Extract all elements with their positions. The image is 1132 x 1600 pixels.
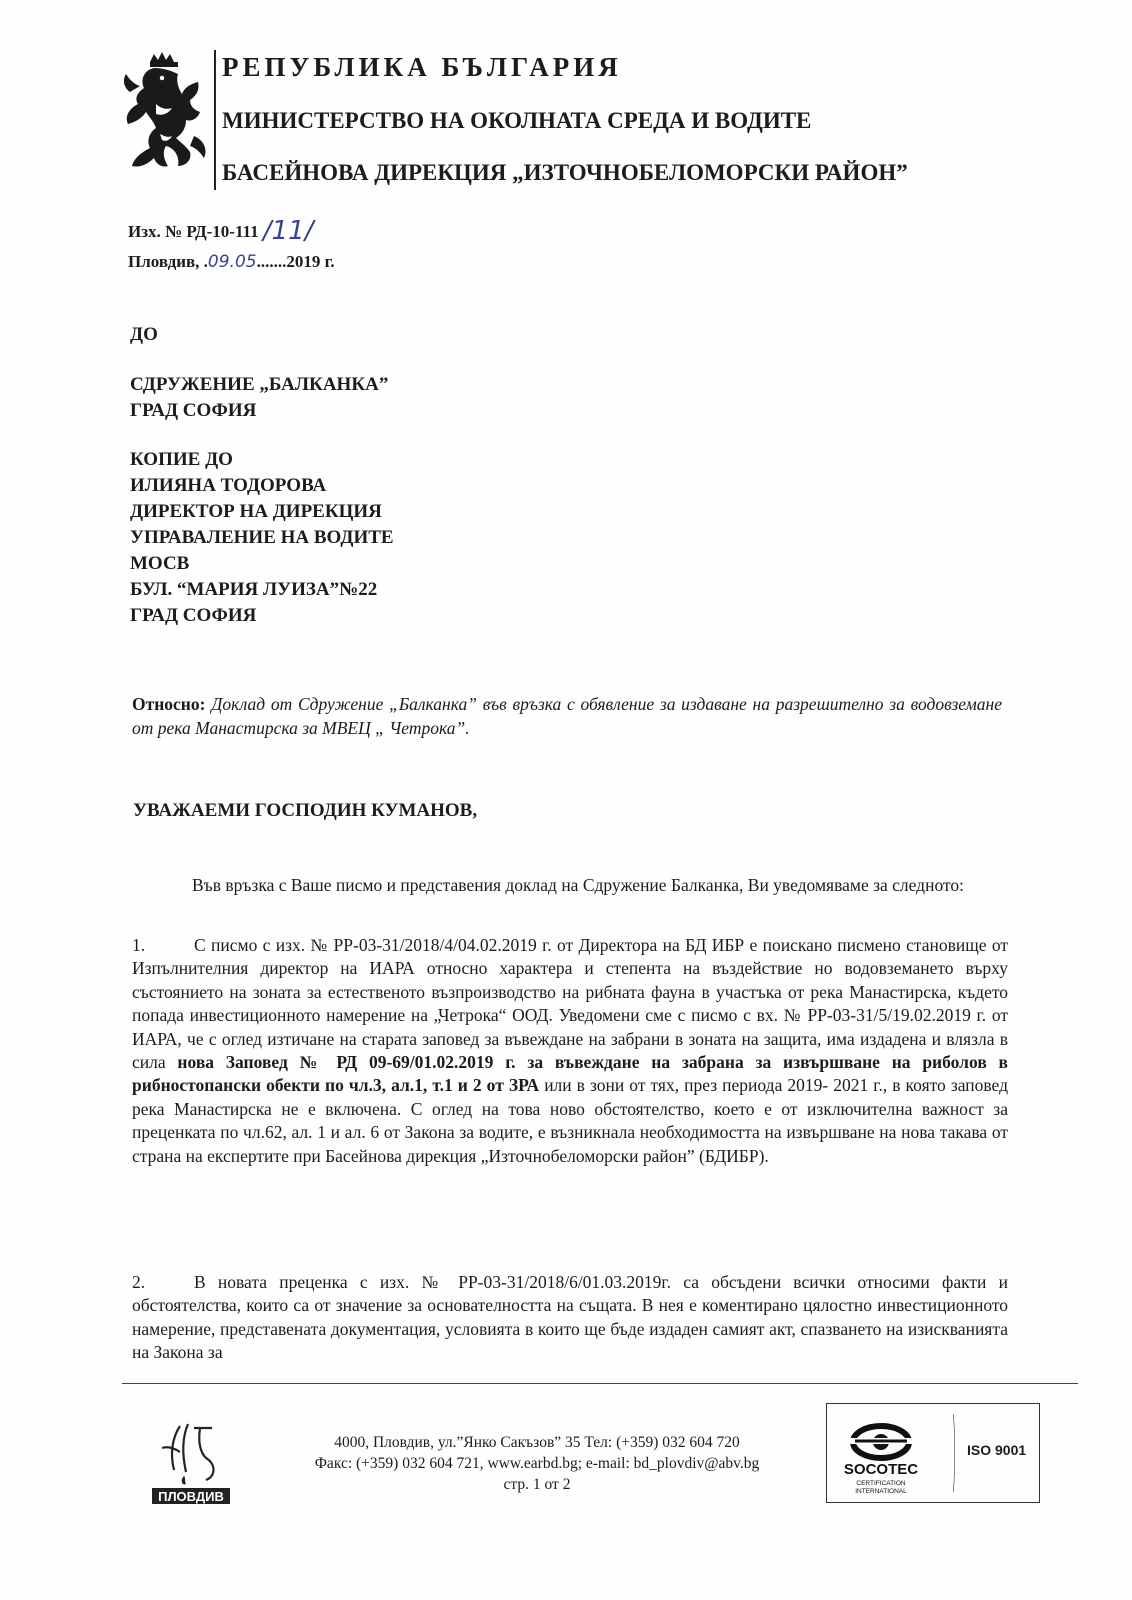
copy-line: УПРАВАЛЕНИЕ НА ВОДИТЕ (130, 527, 394, 548)
recipient-line: ГРАД СОФИЯ (130, 400, 257, 421)
footer-contacts (270, 1432, 804, 1495)
socotec-logo-icon (837, 1414, 947, 1498)
paragraph-text: В новата преценка с изх. № РР-03-31/2018/6/01.03.2019г. са обсъдени всички относими факти и обстоятелства, които са от значение за основателността на същата. В нея е коментирано цялостно инвестиционното намерение, представената документация, условията в които ще бъде издаден самият акт, спазването на изискванията на Закона за (132, 1272, 1008, 1363)
subject-label: Относно: (132, 694, 206, 714)
copy-line: МОСВ (130, 553, 190, 574)
paragraph-text: или в зони от тях, през периода 2019- 2021 г., в която заповед река Манастирска не е включена. С оглед на това ново обстоятелство, което е от изключителна важност за преценката по чл.62, ал. 1 и ал. 6 от Закона за водите, е възникнала необходимостта на извършване на нова такава от страна на експертите при Басейнова дирекция „Източнобеломорски район” (БДИБР). (132, 1075, 1008, 1166)
numbered-paragraph-2 (132, 1271, 1008, 1365)
place-label: Пловдив, . (128, 252, 208, 271)
ministry-title: МИНИСТЕРСТВО НА ОКОЛНАТА СРЕДА И ВОДИТЕ (222, 108, 812, 133)
copy-to-block (130, 447, 394, 629)
cert-divider (953, 1412, 955, 1494)
to-label: ДО (130, 324, 158, 345)
letter-date (128, 252, 335, 272)
recipient-block (130, 372, 388, 424)
copy-line: ГРАД СОФИЯ (130, 605, 257, 626)
date-dots: ....... (256, 252, 287, 271)
subject-text: Доклад от Сдружение „Балканка” във връзка с обявление за издаване на разрешително за водовземане от река Манастирска за МВЕЦ „ Четрока”. (132, 694, 1002, 738)
plovdiv-logo-icon (150, 1418, 232, 1508)
socotec-sub-text: CERTIFICATION (856, 1480, 906, 1487)
paragraph-text: С писмо с изх. № РР-03-31/2018/4/04.02.2019 г. от Директора на БД ИБР е поискано писмено становище от Изпълнителния директор на ИАРА относно характера и степента на въздействие но водовземането върху състоянието на зоната за естественото възпроизводство на рибната фауна в участъка от река Манастирска, където попада инвестиционното намерение на „Четрока“ ООД. Уведомени сме с писмо с вх. № РР-03-31/5/19.02.2019 г. от ИАРА, че с оглед изтичане на старата заповед за въвеждане на забрани в зоната на защита, има издадена и влязла в сила (132, 935, 1008, 1073)
certification-badge (826, 1403, 1040, 1503)
subject-line (132, 692, 1002, 740)
copy-line: ИЛИЯНА ТОДОРОВА (130, 475, 327, 496)
directorate-title: БАСЕЙНОВА ДИРЕКЦИЯ „ИЗТОЧНОБЕЛОМОРСКИ РАЙОН” (222, 160, 908, 185)
plovdiv-logo-text: ПЛОВДИВ (158, 1489, 224, 1504)
socotec-brand-text: SOCOTEC (843, 1461, 919, 1478)
date-year: 2019 г. (286, 252, 335, 271)
copy-line: БУЛ. “МАРИЯ ЛУИЗА”№22 (130, 579, 378, 600)
footer-fax-web-email: Факс: (+359) 032 604 721, www.earbd.bg; e-mail: bd_plovdiv@abv.bg (314, 1455, 760, 1472)
country-title: РЕПУБЛИКА БЪЛГАРИЯ (222, 52, 622, 82)
outgoing-number-label: Изх. № РД-10-111 (128, 222, 259, 241)
paragraph-number: 2. (132, 1272, 146, 1292)
salutation: УВАЖАЕМИ ГОСПОДИН КУМАНОВ, (133, 800, 478, 821)
outgoing-number (128, 214, 313, 244)
copy-line: ДИРЕКТОР НА ДИРЕКЦИЯ (130, 501, 382, 522)
lion-coat-of-arms-icon (120, 52, 208, 176)
footer-address: 4000, Пловдив, ул.”Янко Сакъзов” 35 Тел: (+359) 032 604 720 (334, 1434, 740, 1451)
paragraph-number: 1. (132, 935, 146, 955)
recipient-line: СДРУЖЕНИЕ „БАЛКАНКА” (130, 374, 389, 395)
page-number: стр. 1 от 2 (503, 1476, 571, 1493)
numbered-paragraph-1 (132, 934, 1008, 1168)
handwritten-number: /11/ (262, 216, 314, 246)
order-reference-bold: нова Заповед № РД 09-69/01.02.2019 г. за въвеждане на забрана за извършване на риболов в рибностопански обекти по чл.3, ал.1, т.1 и 2 от ЗРА (132, 1052, 1008, 1096)
header-divider (214, 50, 216, 190)
footer-divider (122, 1383, 1078, 1384)
copy-line: КОПИЕ ДО (130, 449, 233, 470)
handwritten-date: 09.05 (207, 252, 257, 272)
intro-paragraph: Във връзка с Ваше писмо и представения доклад на Сдружение Балканка, Ви уведомяваме за следното: (192, 875, 964, 895)
socotec-sub-text: INTERNATIONAL (855, 1488, 907, 1495)
iso-label: ISO 9001 (967, 1442, 1027, 1458)
